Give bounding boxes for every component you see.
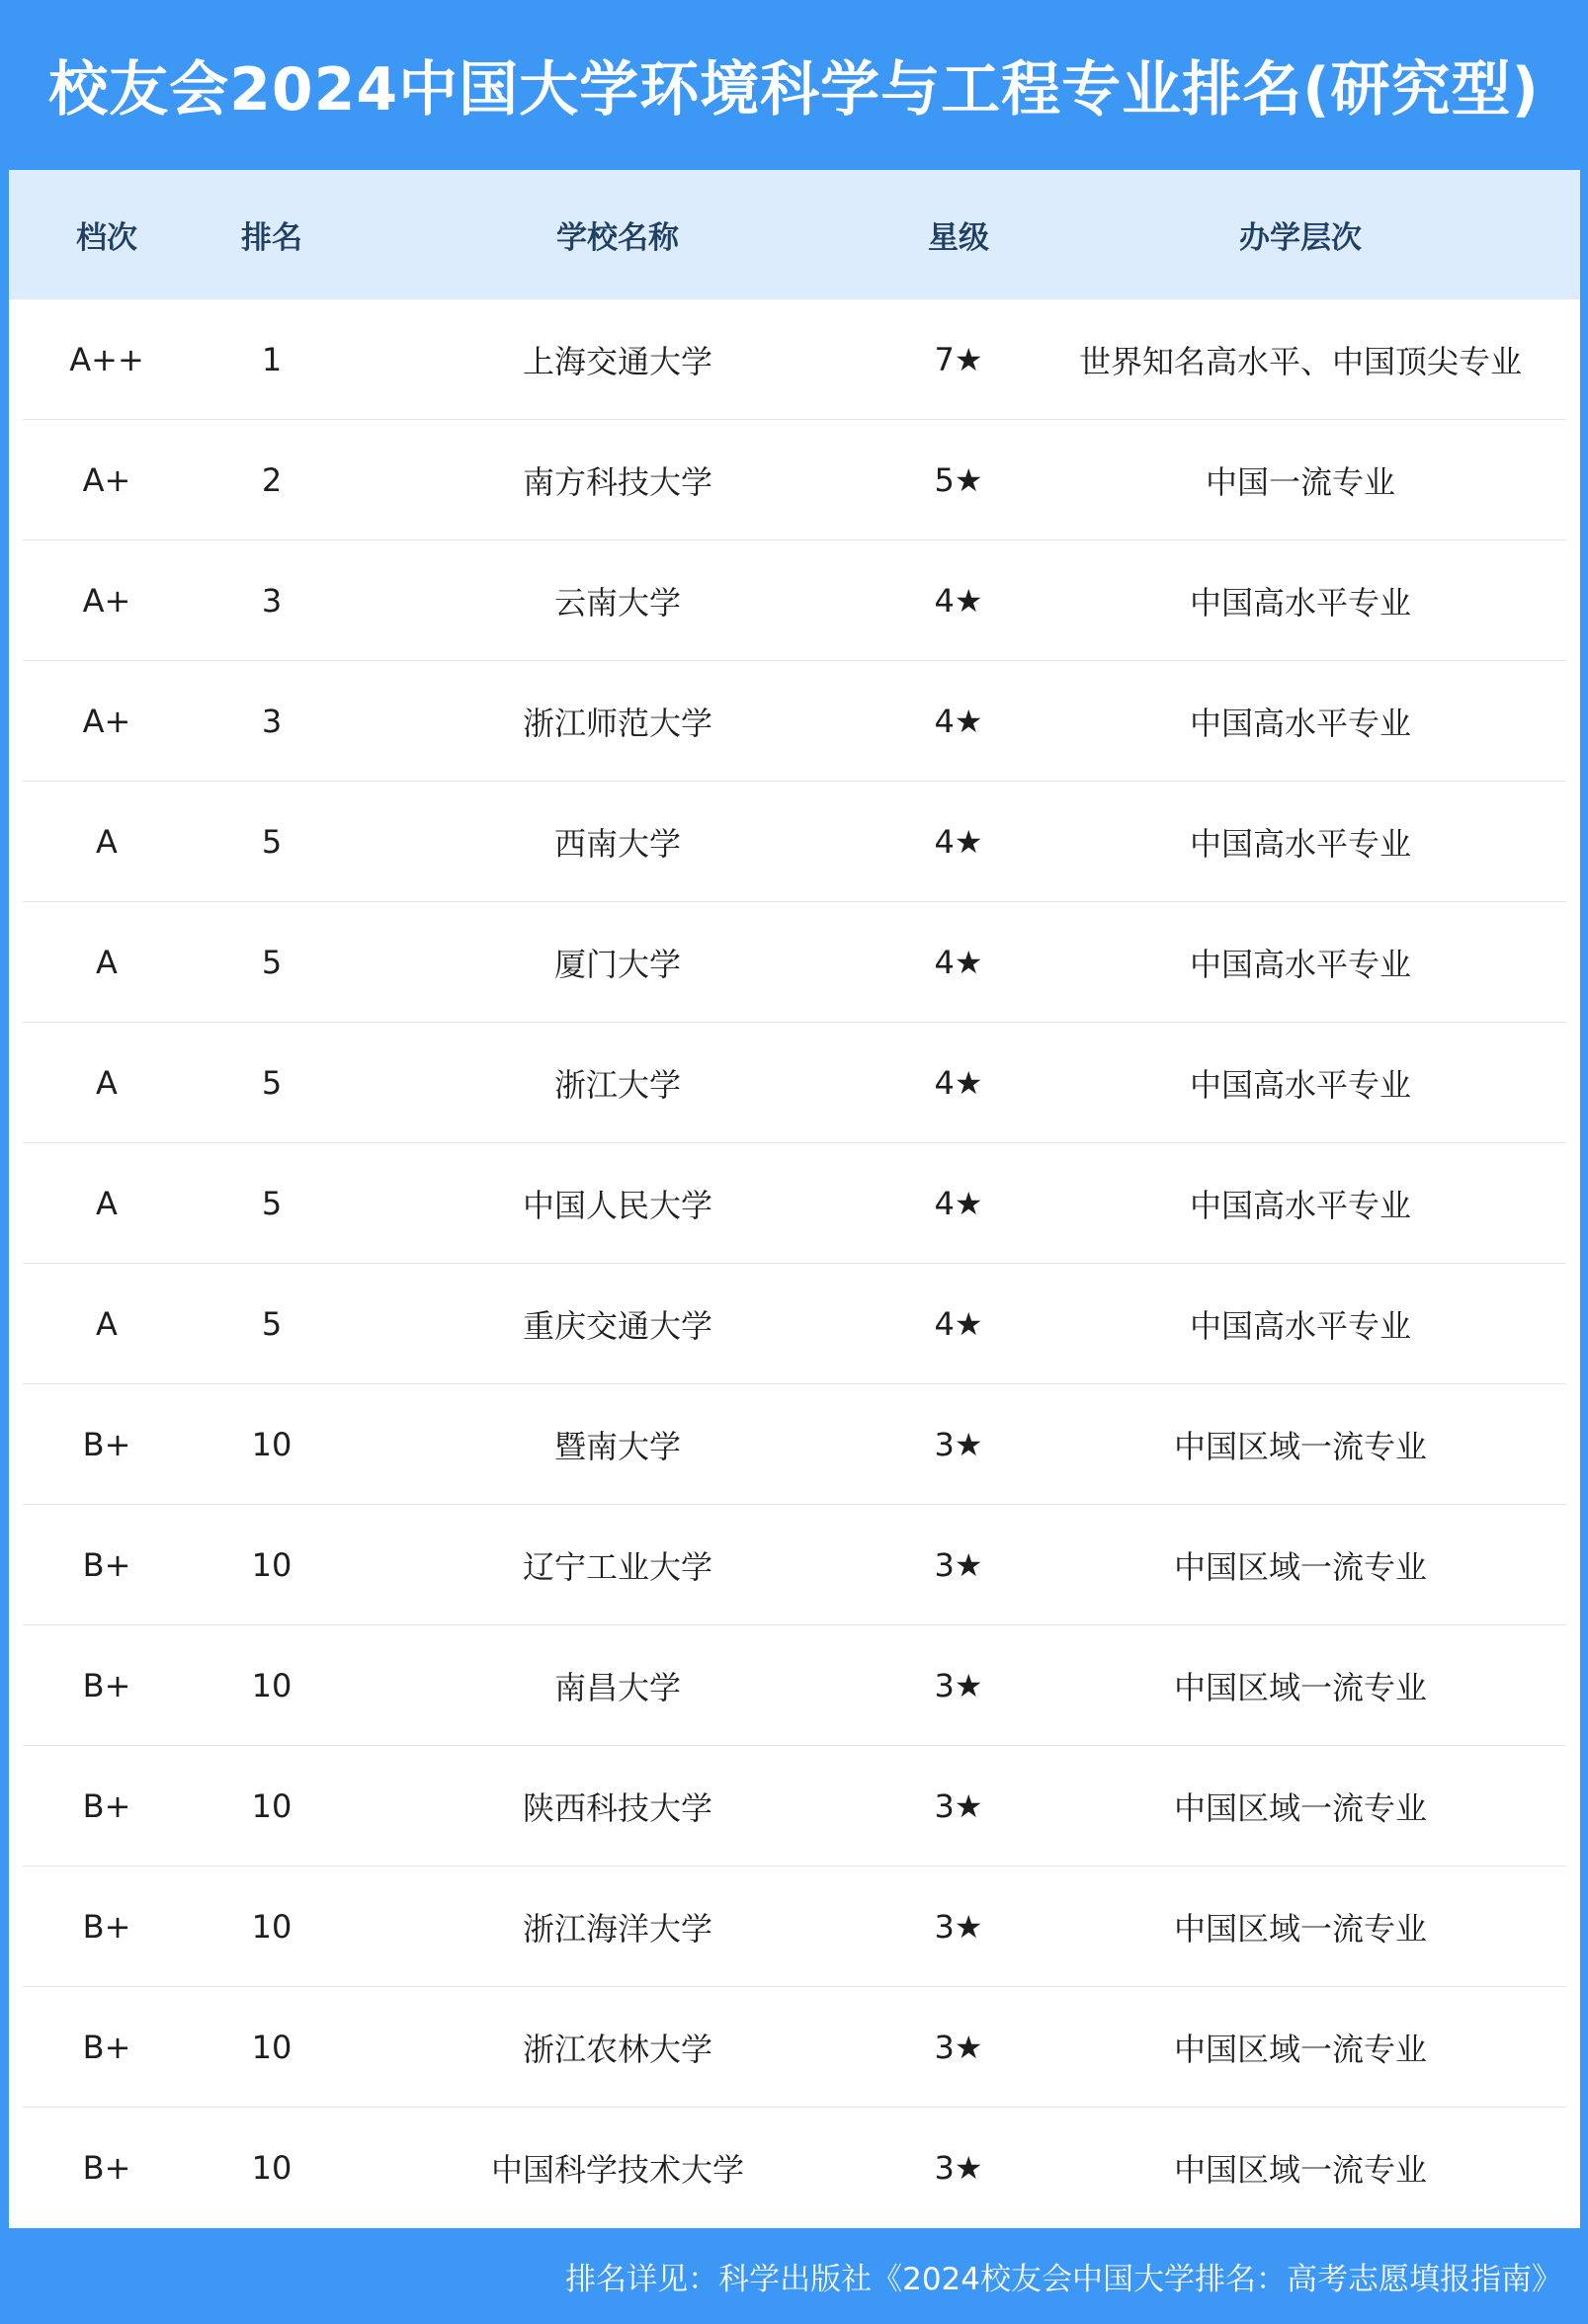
cell-school-name: 暨南大学	[553, 1428, 681, 1465]
cell-tier: A+	[82, 461, 131, 499]
cell-star-level: 3★	[934, 1546, 983, 1584]
cell-star-level: 4★	[934, 823, 983, 861]
cell-star-level: 4★	[934, 703, 983, 740]
cell-star-level: 3★	[934, 2029, 983, 2066]
cell-school-name: 南方科技大学	[522, 463, 712, 501]
cell-level: 中国区域一流专业	[1173, 1789, 1427, 1827]
table-row	[9, 420, 1580, 540]
cell-school-name: 浙江师范大学	[522, 705, 712, 742]
cell-school-name: 西南大学	[553, 825, 681, 863]
cell-star-level: 7★	[934, 341, 983, 378]
cell-rank: 10	[251, 1908, 293, 1946]
table-row	[9, 1505, 1580, 1625]
header-level: 办学层次	[1239, 220, 1362, 256]
cell-rank: 10	[251, 2029, 293, 2066]
ranking-table	[9, 170, 1580, 2228]
cell-level: 中国高水平专业	[1189, 1307, 1411, 1345]
cell-rank: 10	[251, 1667, 293, 1704]
cell-star-level: 3★	[934, 1667, 983, 1704]
table-row	[9, 1987, 1580, 2108]
cell-tier: A	[96, 1185, 118, 1222]
cell-tier: A++	[69, 341, 144, 378]
cell-level: 中国高水平专业	[1189, 946, 1411, 983]
table-row	[9, 1143, 1580, 1264]
cell-school-name: 浙江海洋大学	[522, 1910, 712, 1948]
table-row	[9, 902, 1580, 1023]
cell-star-level: 3★	[934, 1426, 983, 1463]
page-title: 校友会2024中国大学环境科学与工程专业排名(研究型)	[48, 55, 1540, 124]
table-row	[9, 1264, 1580, 1384]
cell-level: 世界知名高水平、中国顶尖专业	[1078, 343, 1522, 380]
cell-level: 中国区域一流专业	[1173, 1910, 1427, 1948]
cell-star-level: 3★	[934, 1908, 983, 1946]
cell-level: 中国区域一流专业	[1173, 1548, 1427, 1586]
cell-school-name: 陕西科技大学	[522, 1789, 712, 1827]
cell-rank: 3	[261, 703, 283, 740]
source-note-text: 排名详见：科学出版社《2024校友会中国大学排名：高考志愿填报指南》	[565, 2262, 1562, 2297]
table-row	[9, 1023, 1580, 1143]
header-rank: 排名	[241, 220, 302, 256]
cell-rank: 5	[261, 1185, 283, 1222]
cell-tier: A+	[82, 703, 131, 740]
cell-rank: 10	[251, 2149, 293, 2187]
cell-school-name: 云南大学	[553, 584, 681, 622]
cell-rank: 10	[251, 1426, 293, 1463]
cell-tier: A	[96, 944, 118, 981]
cell-tier: A	[96, 1305, 118, 1343]
cell-level: 中国高水平专业	[1189, 705, 1411, 742]
cell-star-level: 3★	[934, 2149, 983, 2187]
cell-tier: B+	[82, 2149, 131, 2187]
cell-level: 中国高水平专业	[1189, 1187, 1411, 1224]
cell-rank: 3	[261, 582, 283, 620]
cell-rank: 1	[261, 341, 283, 378]
cell-tier: B+	[82, 1787, 131, 1825]
cell-level: 中国区域一流专业	[1173, 2151, 1427, 2189]
cell-level: 中国高水平专业	[1189, 825, 1411, 863]
cell-rank: 10	[251, 1546, 293, 1584]
cell-tier: A+	[82, 582, 131, 620]
table-row	[9, 1867, 1580, 1987]
cell-tier: B+	[82, 1908, 131, 1946]
cell-tier: A	[96, 1064, 118, 1102]
table-row	[9, 782, 1580, 902]
cell-level: 中国高水平专业	[1189, 584, 1411, 622]
cell-tier: B+	[82, 1667, 131, 1704]
cell-level: 中国区域一流专业	[1173, 1428, 1427, 1465]
cell-school-name: 重庆交通大学	[522, 1307, 712, 1345]
header-star-level: 星级	[928, 220, 989, 256]
cell-star-level: 4★	[934, 1305, 983, 1343]
cell-star-level: 4★	[934, 582, 983, 620]
table-row	[9, 1625, 1580, 1746]
cell-tier: B+	[82, 2029, 131, 2066]
header-tier: 档次	[76, 220, 137, 256]
header-school-name: 学校名称	[556, 220, 679, 256]
cell-school-name: 南昌大学	[553, 1669, 681, 1706]
cell-tier: A	[96, 823, 118, 861]
cell-level: 中国一流专业	[1205, 463, 1395, 501]
cell-rank: 10	[251, 1787, 293, 1825]
table-row	[9, 1384, 1580, 1505]
table-body	[9, 299, 1580, 2228]
cell-level: 中国高水平专业	[1189, 1066, 1411, 1104]
cell-school-name: 上海交通大学	[522, 343, 712, 380]
cell-level: 中国区域一流专业	[1173, 2031, 1427, 2068]
source-note	[0, 2228, 1588, 2324]
cell-school-name: 浙江大学	[553, 1066, 681, 1104]
cell-school-name: 辽宁工业大学	[522, 1548, 712, 1586]
cell-star-level: 5★	[934, 461, 983, 499]
cell-level: 中国区域一流专业	[1173, 1669, 1427, 1706]
cell-tier: B+	[82, 1426, 131, 1463]
cell-star-level: 4★	[934, 1185, 983, 1222]
cell-school-name: 厦门大学	[553, 946, 681, 983]
table-row	[9, 2108, 1580, 2228]
cell-star-level: 4★	[934, 1064, 983, 1102]
cell-rank: 5	[261, 1064, 283, 1102]
cell-school-name: 中国科学技术大学	[490, 2151, 744, 2189]
cell-star-level: 3★	[934, 1787, 983, 1825]
table-row	[9, 540, 1580, 661]
cell-rank: 5	[261, 823, 283, 861]
cell-school-name: 浙江农林大学	[522, 2031, 712, 2068]
cell-rank: 2	[261, 461, 283, 499]
table-row	[9, 299, 1580, 420]
cell-tier: B+	[82, 1546, 131, 1584]
cell-rank: 5	[261, 944, 283, 981]
cell-school-name: 中国人民大学	[522, 1187, 712, 1224]
table-header	[9, 170, 1580, 299]
table-row	[9, 661, 1580, 782]
cell-star-level: 4★	[934, 944, 983, 981]
table-row	[9, 1746, 1580, 1867]
cell-rank: 5	[261, 1305, 283, 1343]
